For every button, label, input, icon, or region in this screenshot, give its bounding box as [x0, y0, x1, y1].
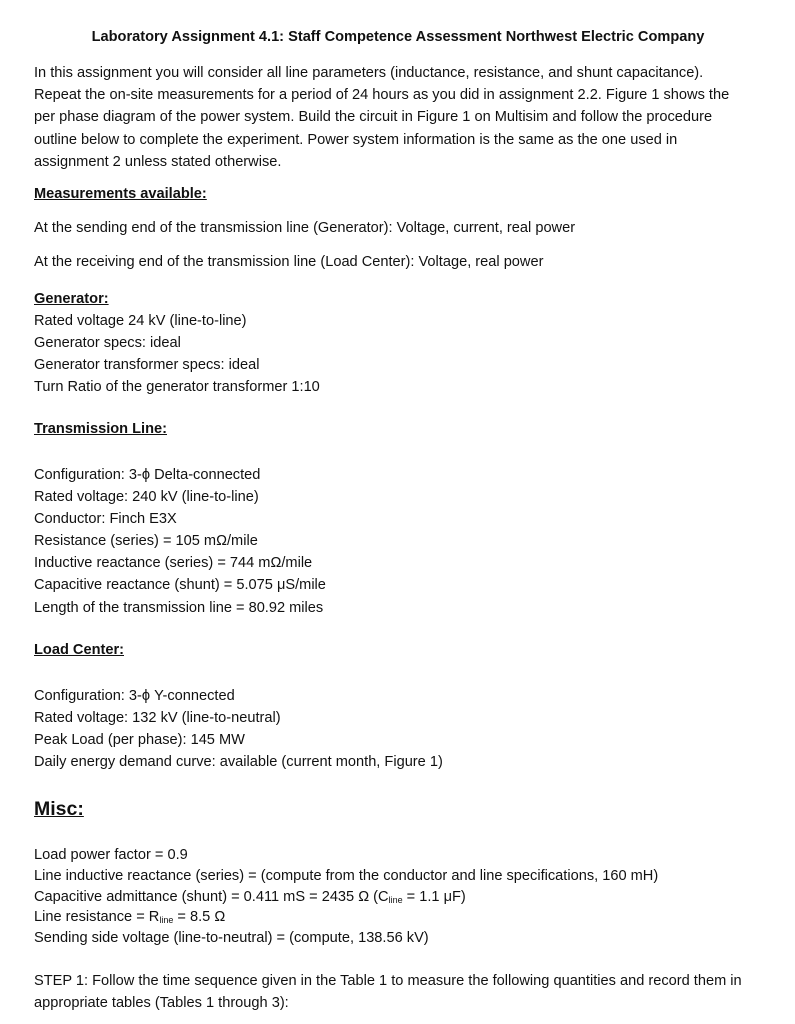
transmission-section [34, 464, 326, 619]
transmission-line: Inductive reactance (series) = 744 mΩ/mile [34, 555, 313, 572]
load-line: Daily energy demand curve: available (current month, Figure 1) [34, 754, 443, 771]
transmission-heading: Transmission Line: [34, 421, 167, 437]
misc-power-factor: Load power factor = 0.9 [34, 847, 188, 863]
transmission-line: Resistance (series) = 105 mΩ/mile [34, 533, 258, 550]
document-title: Laboratory Assignment 4.1: Staff Competence Assessment Northwest Electric Company [91, 29, 705, 45]
generator-line: Turn Ratio of the generator transformer 1:10 [34, 379, 320, 396]
load-section [34, 685, 443, 773]
misc-capacitive-admittance: Capacitive admittance (shunt) = 0.411 mS = 2435 Ω ($C_{line} = 1.1$ μF) [34, 888, 466, 905]
misc-section [34, 845, 658, 949]
load-line: Configuration: 3-ϕ Y-connected [34, 688, 235, 704]
measurements-receiving-text: At the receiving end of the transmission line (Load Center): Voltage, real power [34, 254, 544, 270]
load-line: Rated voltage: 132 kV (line-to-neutral) [34, 710, 281, 727]
misc-inductive-reactance: Line inductive reactance (series) = (compute from the conductor and line specifications, 160 mH) [34, 867, 659, 884]
transmission-line: Configuration: 3-ϕ Delta-connected [34, 467, 261, 483]
transmission-line: Rated voltage: 240 kV (line-to-line) [34, 489, 259, 506]
generator-line: Rated voltage 24 kV (line-to-line) [34, 313, 247, 330]
intro-paragraph: In this assignment you will consider all line parameters (inductance, resistance, and shunt capacitance). Repeat the on-site measurements for a period of 24 hours as you did in assignment 2.2. Figure 1 shows the per phase diagram of the power system. Build the circuit in Figure 1 on Multisim and follow the procedure outline below to complete the experiment. Power system information is the same as the one used in assignment 2 unless stated otherwise. [34, 65, 730, 170]
transmission-line: Length of the transmission line = 80.92 miles [34, 599, 324, 616]
generator-heading: Generator: [34, 291, 109, 307]
misc-heading: Misc: [34, 798, 84, 820]
load-line: Peak Load (per phase): 145 MW [34, 732, 245, 749]
measurements-heading: Measurements available: [34, 186, 207, 202]
generator-line: Generator transformer specs: ideal [34, 357, 260, 374]
transmission-line: Capacitive reactance (shunt) = 5.075 μS/mile [34, 577, 326, 594]
transmission-line: Conductor: Finch E3X [34, 511, 177, 528]
step-1-paragraph: STEP 1: Follow the time sequence given in the Table 1 to measure the following quantities and record them in appropriate tables (Tables 1 through 3): [34, 973, 742, 1011]
generator-line: Generator specs: ideal [34, 335, 181, 352]
load-heading: Load Center: [34, 642, 124, 658]
misc-sending-voltage: Sending side voltage (line-to-neutral) = (compute, 138.56 kV) [34, 930, 429, 947]
generator-section [34, 288, 320, 398]
misc-line-resistance: Line resistance = $R_{line} = 8.5$ Ω [34, 909, 226, 926]
measurements-sending-text: At the sending end of the transmission line (Generator): Voltage, current, real power [34, 220, 576, 236]
